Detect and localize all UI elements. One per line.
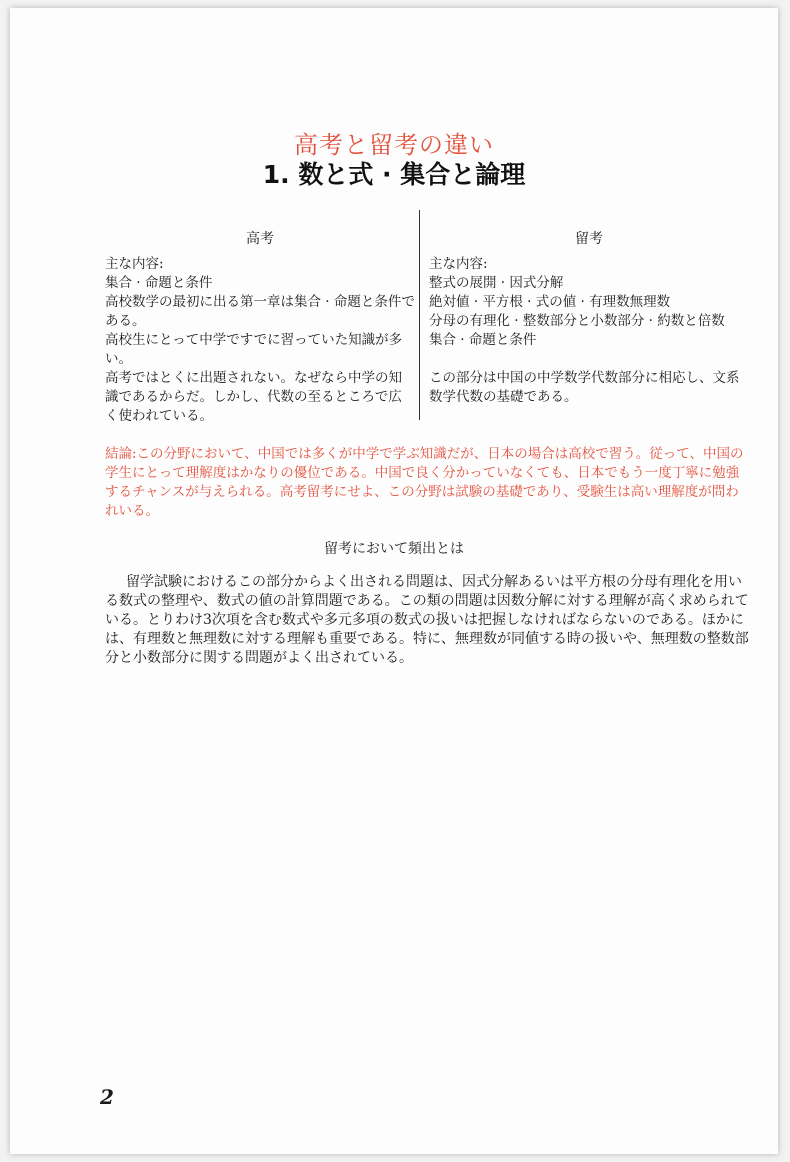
right-column-line: 主な内容: xyxy=(429,256,488,272)
section-heading: 留考において頻出とは xyxy=(324,541,464,557)
section-body: 留学試験におけるこの部分からよく出される問題は、因式分解あるいは平方根の分母有理化を用いる数式の整理や、数式の値の計算問題である。この類の問題は因数分解に対する理解が高く求められている。とりわけ3次項を含む数式や多元多項の数式の扱いは把握しなければならないのである。ほかには、有理数と無理数に対する理解も重要である。特に、無理数が同値する時の扱いや、無理数の整数部分と小数部分に関する問題がよく出されている。 xyxy=(105,574,749,666)
page-subtitle: 1. 数と式 · 集合と論理 xyxy=(262,160,526,189)
left-column-gaokao xyxy=(105,230,415,426)
right-column-line: 整式の展開 · 因式分解 xyxy=(429,275,564,291)
right-column-heading: 留考 xyxy=(575,231,603,247)
page-number: 2 xyxy=(100,1085,114,1109)
document-page xyxy=(10,8,778,1154)
conclusion-paragraph: 結論:この分野において、中国では多くが中学で学ぶ知識だが、日本の場合は高校で習う。従って、中国の学生にとって理解度はかなりの優位である。中国で良く分かっていなくても、日本でもう一度丁寧に勉強するチャンスが与えられる。高考留考にせよ、この分野は試験の基礎であり、受験生は高い理解度が問われいる。 xyxy=(105,446,744,519)
left-column-line: 集合 · 命題と条件 xyxy=(105,275,213,291)
left-column-line: 高考ではとくに出題されない。なぜなら中学の知識であるからだ。しかし、代数の至るところで広く使われている。 xyxy=(105,370,402,424)
left-column-line: 高校数学の最初に出る第一章は集合 · 命題と条件である。 xyxy=(105,294,415,329)
right-column-line: 絶対値 · 平方根 · 式の値 · 有理数無理数 xyxy=(429,294,671,310)
right-column-line: 集合 · 命題と条件 xyxy=(429,332,537,348)
left-column-heading: 高考 xyxy=(246,231,274,247)
left-column-line: 主な内容: xyxy=(105,256,164,272)
right-column-line: 分母の有理化 · 整数部分と小数部分 · 約数と倍数 xyxy=(429,313,725,329)
right-column-ryuko xyxy=(429,230,749,407)
left-column-line: 高校生にとって中学ですでに習っていた知識が多い。 xyxy=(105,332,403,367)
spacer xyxy=(429,350,749,369)
right-column-line: この部分は中国の中学数学代数部分に相応し、文系数学代数の基礎である。 xyxy=(429,370,740,405)
page-title: 高考と留考の違い xyxy=(294,131,494,159)
column-divider xyxy=(419,210,420,420)
